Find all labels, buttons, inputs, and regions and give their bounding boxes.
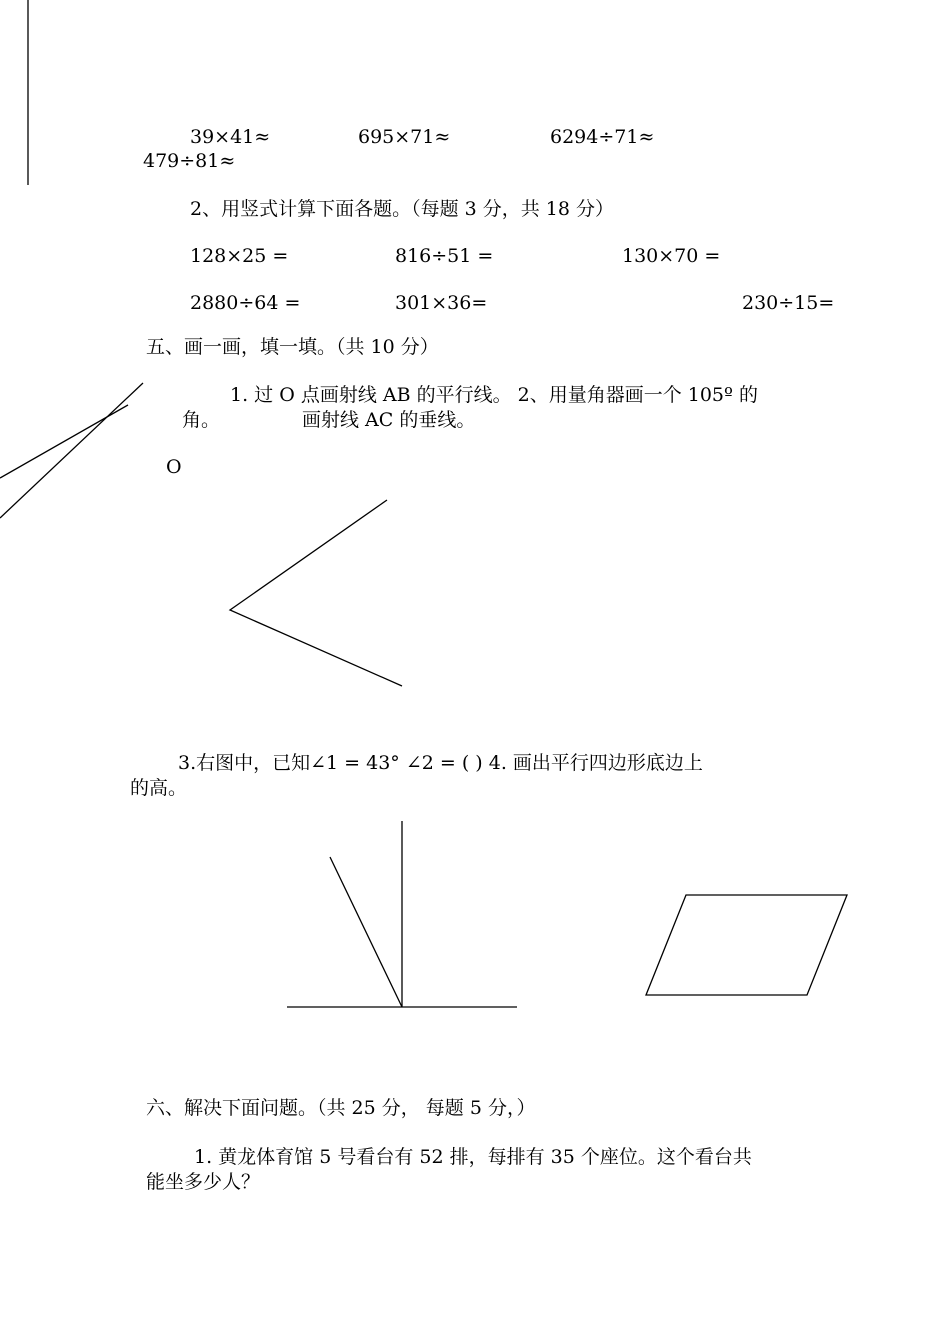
angle-bac-rays [230,500,402,686]
estimate-item-4: 479÷81≈ [143,150,236,172]
estimate-item-1: 39×41≈ [190,126,271,148]
estimate-item-2: 695×71≈ [358,126,451,148]
question-vertical-calc-title: 2、用竖式计算下面各题。（每题 3 分，共 18 分） [190,198,615,220]
q3-q4-text-line2: 的高。 [130,777,188,799]
q1-q2-text-line2a: 角。 [182,409,221,431]
calc-item-6: 230÷15= [742,292,835,314]
calc-item-5: 301×36= [395,292,488,314]
problem-1-line2: 能坐多少人？ [146,1171,261,1193]
calc-item-3: 130×70 = [622,245,721,267]
slanted-ray [330,857,402,1007]
estimate-item-3: 6294÷71≈ [550,126,655,148]
calc-item-4: 2880÷64 = [190,292,301,314]
problem-1-line1: 1. 黄龙体育馆 5 号看台有 52 排，每排有 35 个座位。这个看台共 [194,1146,752,1168]
point-o-label: O [166,456,182,478]
q1-q2-text-line1: 1. 过 O 点画射线 AB 的平行线。 2、用量角器画一个 105º 的 [230,384,758,406]
q3-q4-text-line1: 3.右图中，已知∠1 = 43° ∠2 = ( ) 4. 画出平行四边形底边上 [178,752,703,774]
calc-item-1: 128×25 = [190,245,289,267]
parallelogram [646,895,847,995]
section-5-title: 五、画一画，填一填。（共 10 分） [146,336,439,358]
ray-ab-line-2 [0,405,128,478]
section-6-title: 六、解决下面问题。（共 25 分， 每题 5 分，） [146,1097,536,1119]
q1-q2-text-line2b: 画射线 AC 的垂线。 [302,409,476,431]
ray-ab-line-1 [0,383,143,518]
calc-item-2: 816÷51 = [395,245,494,267]
